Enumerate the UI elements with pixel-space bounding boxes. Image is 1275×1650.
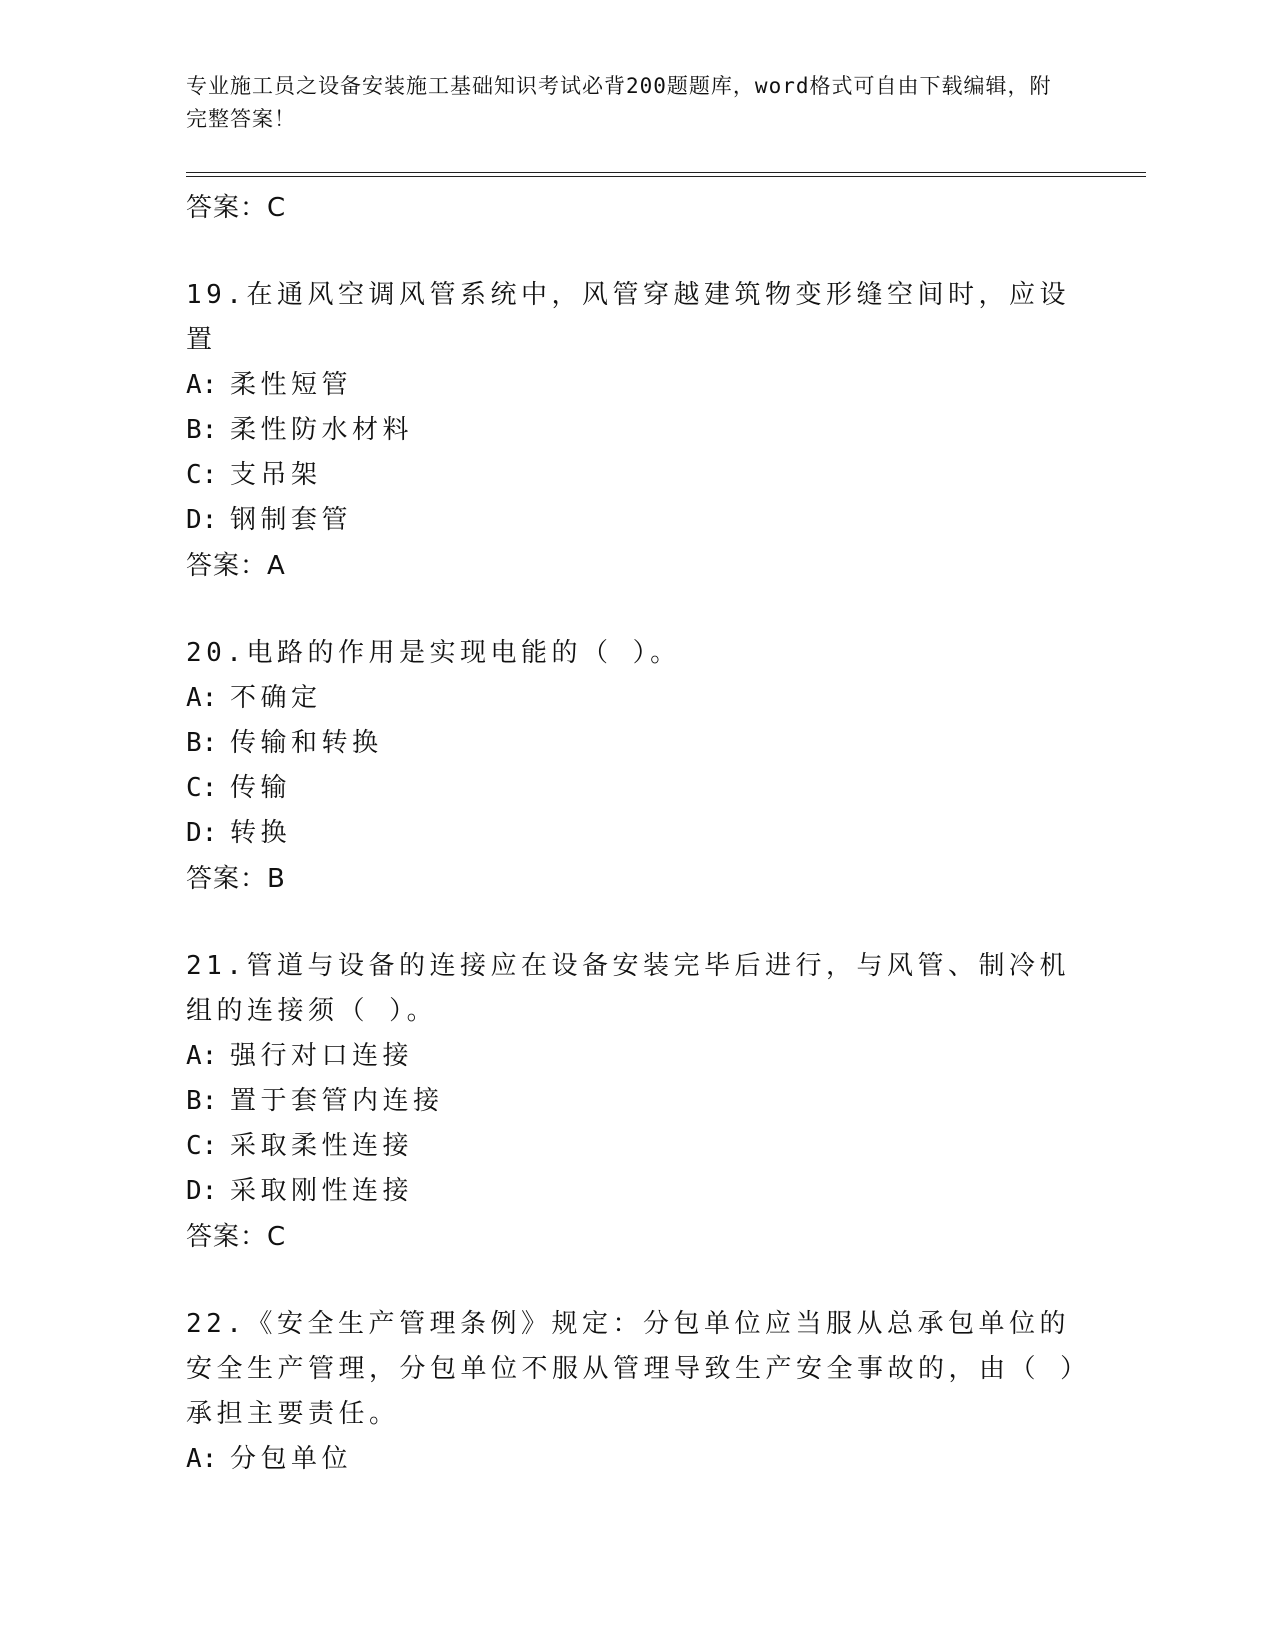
document-body	[186, 185, 1086, 1482]
option-d: D: 采取刚性连接	[186, 1176, 414, 1206]
option-a: A: 强行对口连接	[186, 1041, 414, 1071]
option-c: C: 传输	[186, 773, 292, 803]
question-20	[186, 631, 1086, 902]
question-19	[186, 273, 1086, 589]
question-22	[186, 1302, 1086, 1482]
question-text: 21.管道与设备的连接应在设备安装完毕后进行，与风管、制冷机组的连接须（ ）。	[186, 951, 1070, 1026]
answer-line: 答案：B	[186, 864, 286, 894]
document-header	[186, 70, 1066, 136]
option-b: B: 柔性防水材料	[186, 415, 414, 445]
option-d: D: 钢制套管	[186, 505, 353, 535]
option-a: A: 不确定	[186, 683, 322, 713]
header-rule-bottom	[186, 176, 1146, 177]
header-rule-top	[186, 172, 1146, 173]
question-text: 22.《安全生产管理条例》规定：分包单位应当服从总承包单位的安全生产管理，分包单位不服从管理导致生产安全事故的，由（ ）承担主要责任。	[186, 1309, 1078, 1429]
answer-line: 答案：A	[186, 551, 286, 581]
option-c: C: 采取柔性连接	[186, 1131, 414, 1161]
option-b: B: 传输和转换	[186, 728, 383, 758]
option-b: B: 置于套管内连接	[186, 1086, 444, 1116]
answer-line-18: 答案：C	[186, 193, 287, 223]
question-text: 20.电路的作用是实现电能的（ ）。	[186, 638, 681, 668]
option-a: A: 分包单位	[186, 1444, 353, 1474]
question-text: 19.在通风空调风管系统中，风管穿越建筑物变形缝空间时，应设置	[186, 280, 1070, 355]
option-d: D: 转换	[186, 818, 292, 848]
question-21	[186, 944, 1086, 1260]
answer-line: 答案：C	[186, 1222, 287, 1252]
option-a: A: 柔性短管	[186, 370, 353, 400]
document-title: 专业施工员之设备安装施工基础知识考试必背200题题库，word格式可自由下载编辑，附完整答案！	[186, 74, 1052, 131]
option-c: C: 支吊架	[186, 460, 322, 490]
